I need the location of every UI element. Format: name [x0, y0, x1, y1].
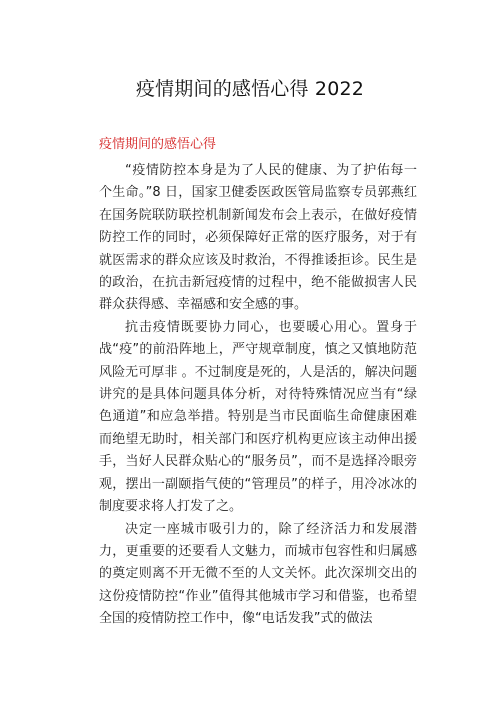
article-body: [99, 160, 417, 631]
paragraph-3: 决定一座城市吸引力的，除了经济活力和发展潜力，更重要的还要看人文魅力，而城市包容性和归属感的奠定则离不开无微不至的人文关怀。此次深圳交出的这份疫情防控“作业”值得其他城市学习和借鉴，也希望全国的疫情防控工作中，像“电话发我”式的做法: [99, 521, 417, 627]
page-title: 疫情期间的感悟心得 2022: [135, 78, 365, 100]
paragraph-2: 抗击疫情既要协力同心，也要暖心用心。置身于战“疫”的前沿阵地上，严守规章制度，慎之又慎地防范风险无可厚非 。不过制度是死的，人是活的，解决问题讲究的是具体问题具体分析，对待特殊情况应当有“绿色通道”和应急举措。特别是当市民面临生命健康困难而绝望无助时，相关部门和医疗机构更应该主动伸出援手，当好人民群众贴心的“服务员”，而不是选择冷眼旁观，摆出一副颐指气使的“管理员”的样子，用冷冰冰的制度要求将人打发了之。: [99, 319, 417, 515]
section-subtitle: 疫情期间的感悟心得: [99, 137, 217, 152]
paragraph-1: “疫情防控本身是为了人民的健康、为了护佑每一个生命。”8 日，国家卫健委医政医管局监察专员郭燕红在国务院联防联控机制新闻发布会上表示，在做好疫情防控工作的同时，必须保障好正常的医疗服务，对于有就医需求的群众应该及时救治，不得推诿拒诊。民生是的政治，在抗击新冠疫情的过程中，绝不能做损害人民群众获得感、幸福感和安全感的事。: [99, 163, 417, 313]
